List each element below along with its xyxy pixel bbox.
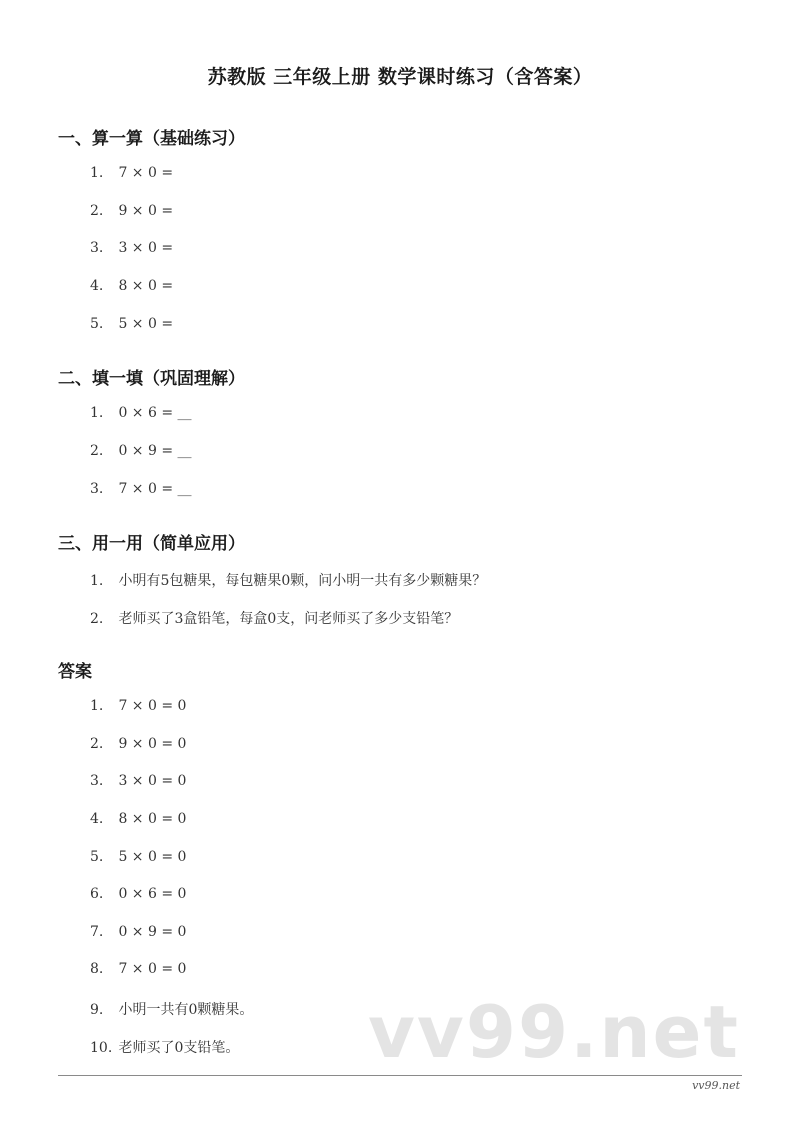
item-text: 5 × 0 = 0 (118, 849, 187, 865)
list-item (90, 811, 186, 827)
item-number: 1. (90, 698, 104, 714)
list-item (90, 608, 458, 628)
item-text: 3 × 0 = (118, 240, 174, 256)
list-item (90, 405, 192, 421)
item-number: 6. (90, 886, 104, 902)
list-item (90, 165, 173, 181)
item-number: 1. (90, 405, 104, 421)
footer-site-label: vv99.net (692, 1079, 740, 1092)
footer-divider (58, 1075, 742, 1076)
section-heading-apply: 三、用一用（简单应用） (58, 534, 245, 554)
item-number: 2. (90, 611, 104, 627)
list-item (90, 999, 253, 1019)
item-text: 3 × 0 = 0 (118, 773, 187, 789)
item-text: 小明有5包糖果，每包糖果0颗，问小明一共有多少颗糖果？ (118, 573, 487, 589)
list-item (90, 773, 186, 789)
item-text: 5 × 0 = (118, 316, 174, 332)
list-item (90, 1037, 239, 1057)
section-heading-basic: 一、算一算（基础练习） (58, 129, 245, 149)
item-text: 7 × 0 = 0 (118, 961, 187, 977)
item-text: 0 × 6 = __ (118, 405, 192, 421)
item-text: 0 × 6 = 0 (118, 886, 187, 902)
list-item (90, 203, 173, 219)
item-number: 7. (90, 924, 104, 940)
item-number: 1. (90, 165, 104, 181)
item-number: 2. (90, 736, 104, 752)
item-text: 0 × 9 = 0 (118, 924, 187, 940)
item-number: 5. (90, 849, 104, 865)
item-number: 8. (90, 961, 104, 977)
item-text: 7 × 0 = 0 (118, 698, 187, 714)
item-number: 2. (90, 203, 104, 219)
list-item (90, 570, 486, 590)
item-text: 7 × 0 = (118, 165, 174, 181)
section-heading-fill: 二、填一填（巩固理解） (58, 369, 245, 389)
item-text: 小明一共有0颗糖果。 (118, 1002, 254, 1018)
item-number: 9. (90, 1002, 104, 1018)
item-text: 8 × 0 = (118, 278, 174, 294)
list-item (90, 443, 192, 459)
item-number: 2. (90, 443, 104, 459)
item-text: 老师买了0支铅笔。 (118, 1040, 240, 1056)
list-item (90, 924, 186, 940)
item-number: 4. (90, 278, 104, 294)
list-item (90, 886, 186, 902)
item-text: 7 × 0 = __ (118, 481, 192, 497)
item-number: 3. (90, 773, 104, 789)
item-text: 9 × 0 = 0 (118, 736, 187, 752)
item-text: 老师买了3盒铅笔，每盒0支，问老师买了多少支铅笔？ (118, 611, 459, 627)
list-item (90, 736, 186, 752)
list-item (90, 481, 192, 497)
item-number: 3. (90, 481, 104, 497)
item-text: 9 × 0 = (118, 203, 174, 219)
item-number: 10. (90, 1040, 113, 1056)
item-text: 0 × 9 = __ (118, 443, 192, 459)
list-item (90, 961, 186, 977)
item-number: 3. (90, 240, 104, 256)
list-item (90, 698, 186, 714)
item-number: 4. (90, 811, 104, 827)
list-item (90, 316, 173, 332)
item-number: 1. (90, 573, 104, 589)
list-item (90, 849, 186, 865)
item-text: 8 × 0 = 0 (118, 811, 187, 827)
document-title: 苏教版 三年级上册 数学课时练习（含答案） (207, 66, 593, 88)
list-item (90, 278, 173, 294)
watermark-logo: vv99.net (368, 990, 740, 1074)
list-item (90, 240, 173, 256)
section-heading-answers: 答案 (58, 662, 92, 682)
item-number: 5. (90, 316, 104, 332)
